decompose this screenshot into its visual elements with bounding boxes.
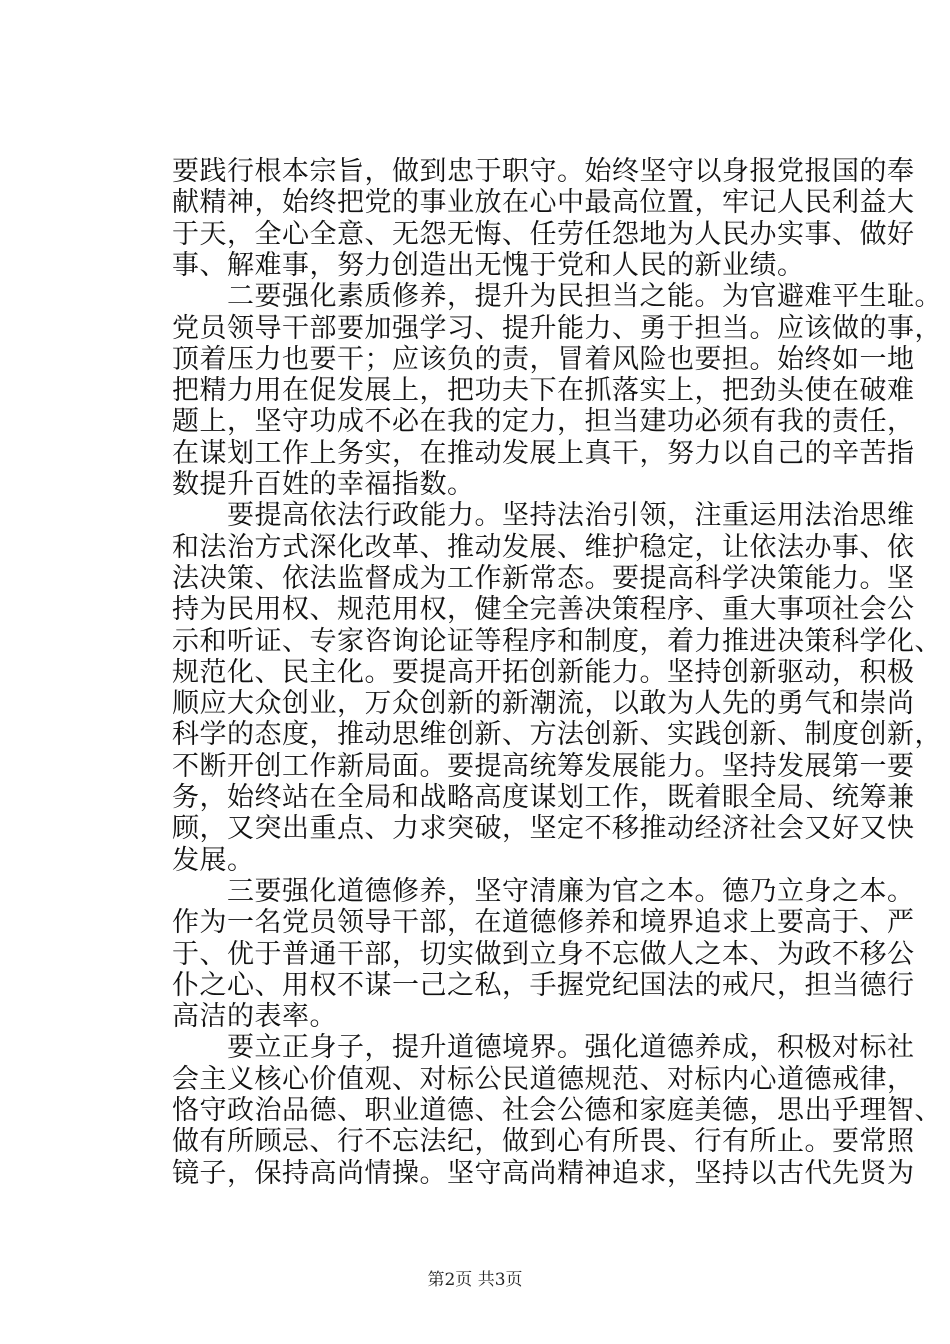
text-line: 献精神，始终把党的事业放在心中最高位置，牢记人民利益大 bbox=[172, 187, 915, 219]
text-line: 要立正身子，提升道德境界。强化道德养成，积极对标社 bbox=[172, 1032, 915, 1064]
text-line: 法决策、依法监督成为工作新常态。要提高科学决策能力。坚 bbox=[172, 562, 915, 594]
text-line: 规范化、民主化。要提高开拓创新能力。坚持创新驱动，积极 bbox=[172, 656, 915, 688]
text-line: 务，始终站在全局和战略高度谋划工作，既着眼全局、统筹兼 bbox=[172, 782, 915, 813]
text-line: 镜子，保持高尚情操。坚守高尚精神追求，坚持以古代先贤为 bbox=[172, 1157, 915, 1189]
text-line: 科学的态度，推动思维创新、方法创新、实践创新、制度创新， bbox=[172, 719, 942, 751]
text-line: 于、优于普通干部，切实做到立身不忘做人之本、为政不移公 bbox=[172, 938, 915, 970]
text-line: 于天，全心全意、无怨无悔、任劳任怨地为人民办实事、做好 bbox=[172, 218, 915, 250]
text-line: 二要强化素质修养，提升为民担当之能。为官避难平生耻。 bbox=[172, 281, 942, 313]
text-line: 数提升百姓的幸福指数。 bbox=[172, 469, 475, 500]
text-line: 顾，又突出重点、力求突破，坚定不移推动经济社会又好又快 bbox=[172, 813, 915, 845]
text-line: 不断开创工作新局面。要提高统筹发展能力。坚持发展第一要 bbox=[172, 750, 915, 782]
text-line: 示和听证、专家咨询论证等程序和制度，着力推进决策科学化、 bbox=[172, 625, 942, 657]
text-line: 把精力用在促发展上，把功夫下在抓落实上，把劲头使在破难 bbox=[172, 375, 915, 407]
text-line: 发展。 bbox=[172, 844, 255, 876]
text-line: 仆之心、用权不谋一己之私，手握党纪国法的戒尺，担当德行 bbox=[172, 969, 915, 1001]
text-line: 在谋划工作上务实，在推动发展上真干，努力以自己的辛苦指 bbox=[172, 437, 915, 469]
text-line: 持为民用权、规范用权，健全完善决策程序、重大事项社会公 bbox=[172, 594, 915, 626]
text-line: 要提高依法行政能力。坚持法治引领，注重运用法治思维 bbox=[172, 500, 915, 532]
text-line: 党员领导干部要加强学习、提升能力、勇于担当。应该做的事， bbox=[172, 312, 942, 344]
text-line: 要践行根本宗旨，做到忠于职守。始终坚守以身报党报国的奉 bbox=[172, 156, 915, 187]
text-line: 做有所顾忌、行不忘法纪，做到心有所畏、行有所止。要常照 bbox=[172, 1126, 915, 1158]
text-line: 高洁的表率。 bbox=[172, 1001, 337, 1033]
text-line: 题上，坚守功成不必在我的定力，担当建功必须有我的责任， bbox=[172, 406, 915, 438]
text-line: 顺应大众创业，万众创新的新潮流，以敢为人先的勇气和崇尚 bbox=[172, 688, 915, 720]
page-footer: 第2页 共3页 bbox=[427, 1270, 523, 1290]
text-line: 作为一名党员领导干部，在道德修养和境界追求上要高于、严 bbox=[172, 907, 915, 939]
text-line: 恪守政治品德、职业道德、社会公德和家庭美德，思出乎理智、 bbox=[172, 1095, 942, 1126]
text-line: 会主义核心价值观、对标公民道德规范、对标内心道德戒律， bbox=[172, 1063, 915, 1095]
text-line: 事、解难事，努力创造出无愧于党和人民的新业绩。 bbox=[172, 249, 805, 281]
text-line: 和法治方式深化改革、推动发展、维护稳定，让依法办事、依 bbox=[172, 531, 915, 563]
text-line: 三要强化道德修养，坚守清廉为官之本。德乃立身之本。 bbox=[172, 875, 915, 907]
text-line: 顶着压力也要干；应该负的责，冒着风险也要担。始终如一地 bbox=[172, 343, 915, 375]
